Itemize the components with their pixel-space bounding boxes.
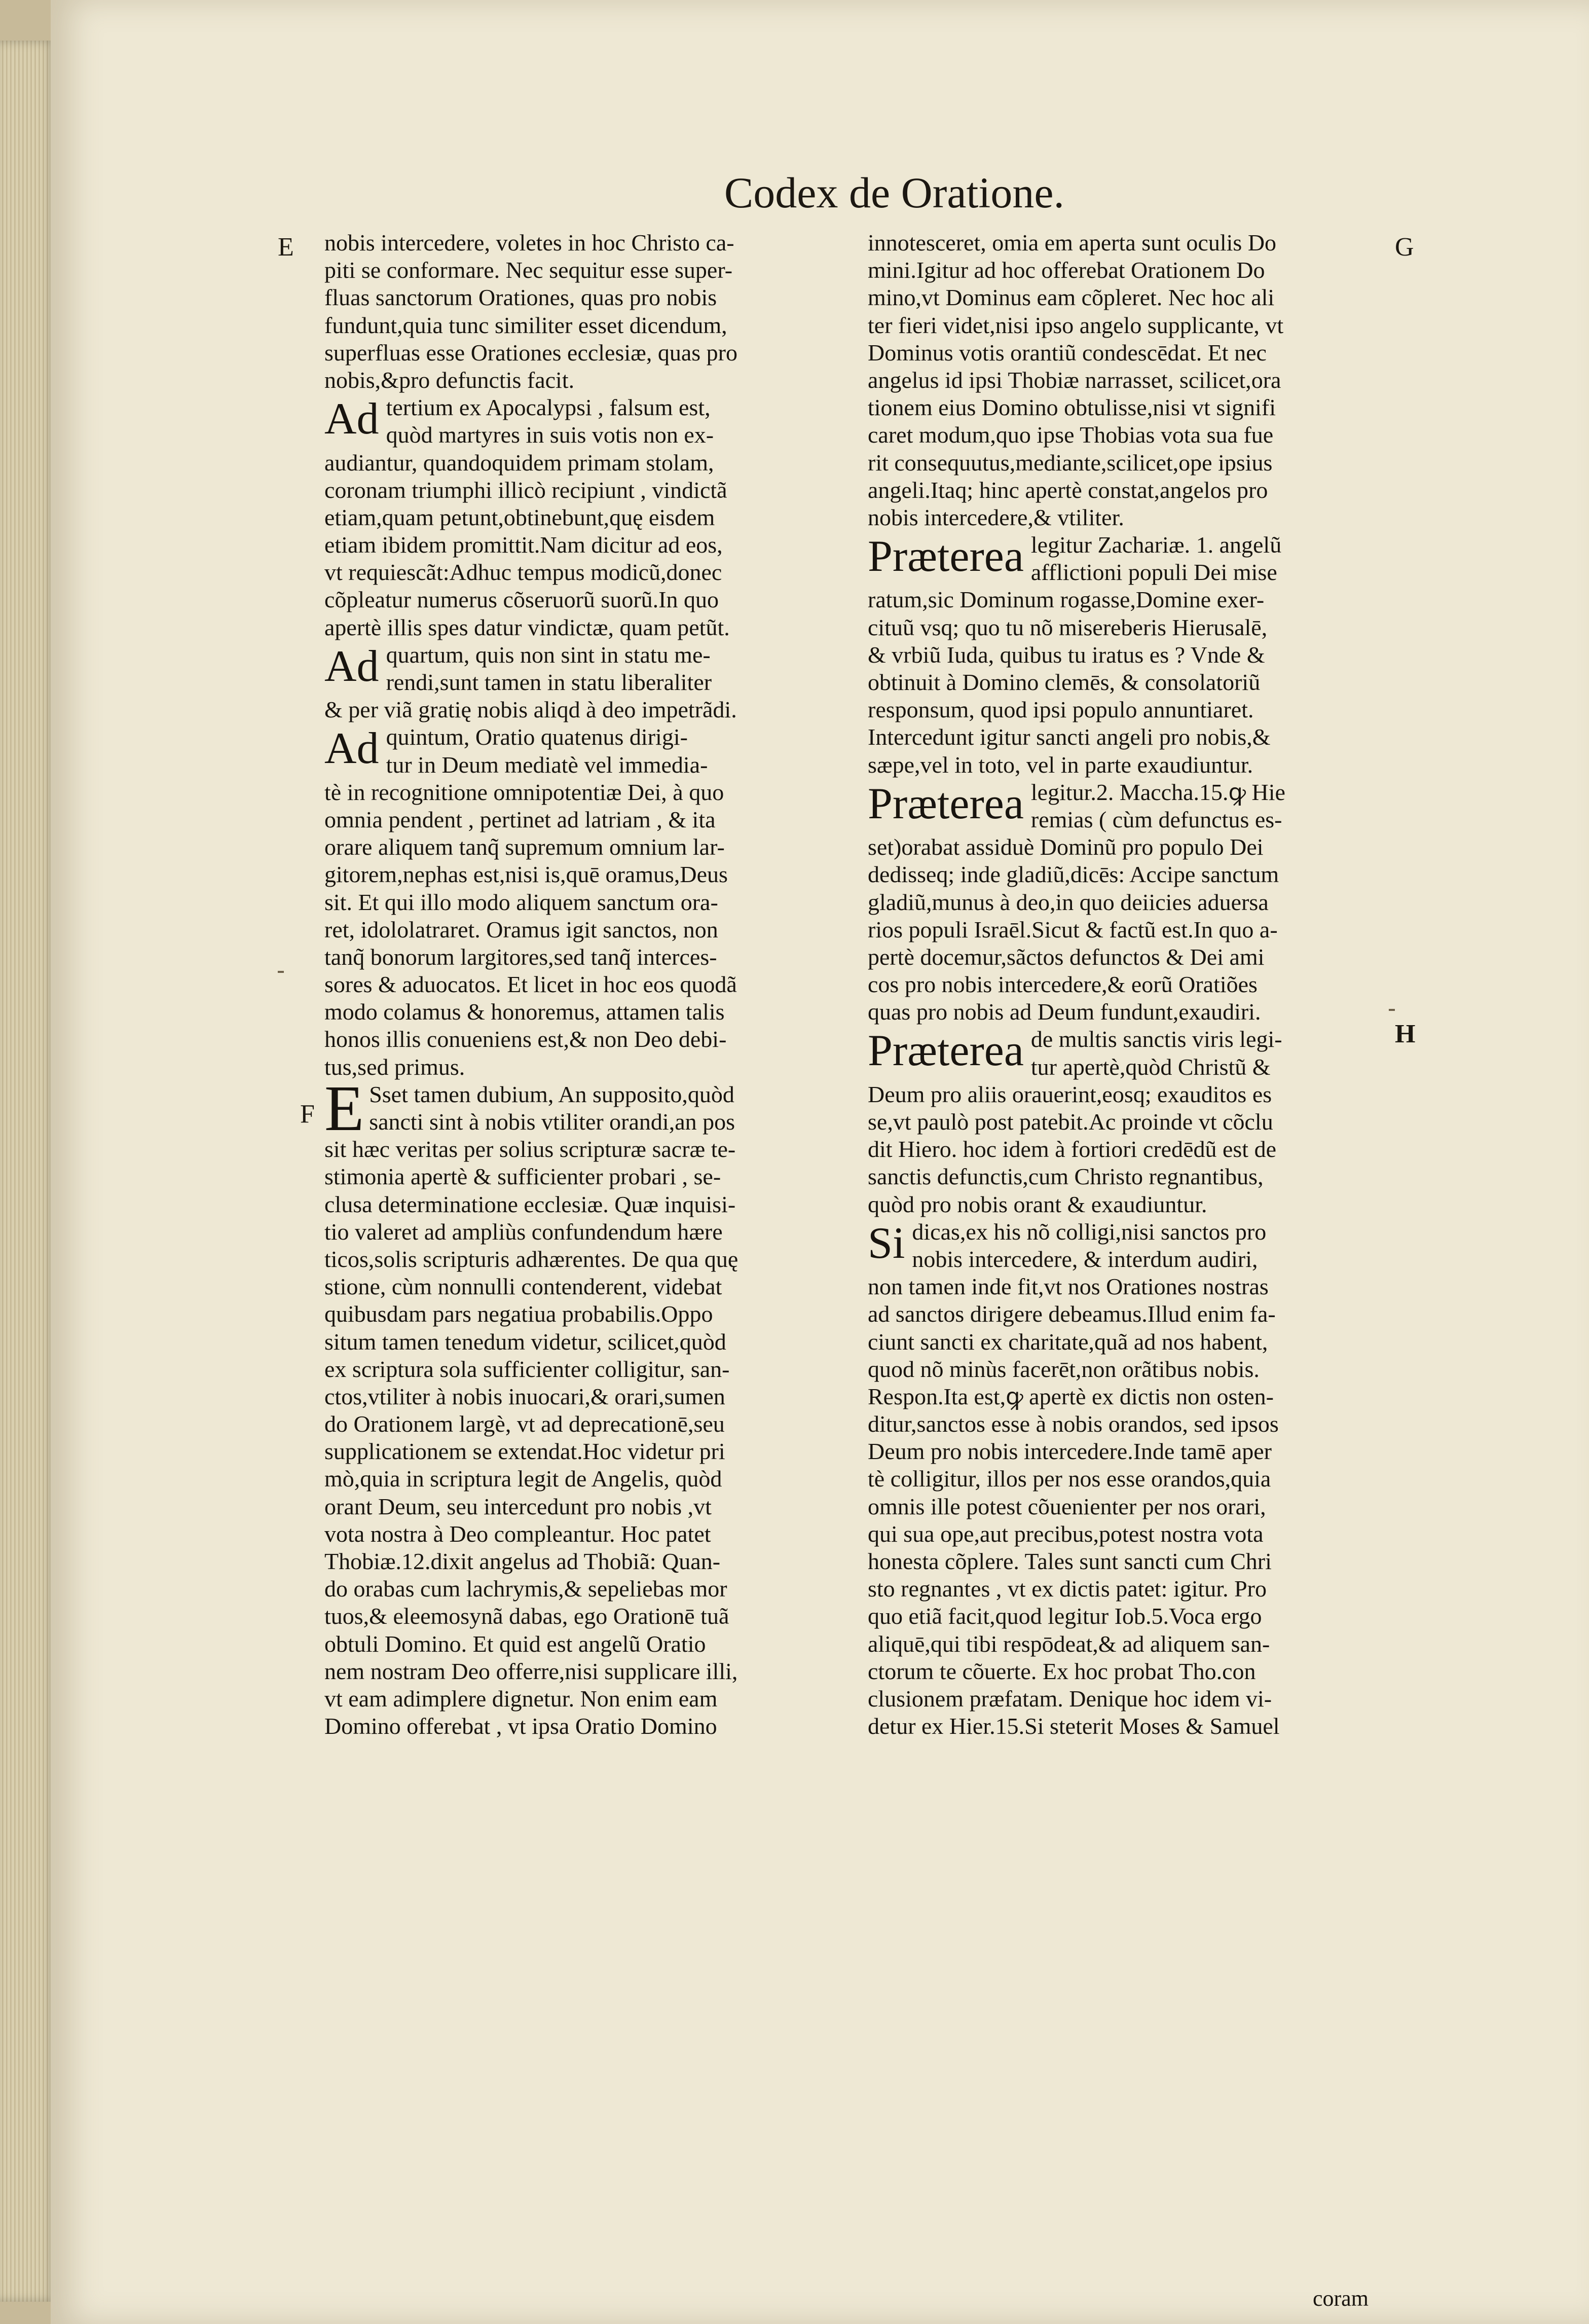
catchword: coram (1313, 2286, 1369, 2311)
text-line: non tamen inde fit,vt nos Orationes nostras (868, 1274, 1269, 1300)
text-line: vota nostra à Deo compleantur. Hoc patet (324, 1520, 711, 1547)
text-line: aliquē,qui tibi respōdeat,& ad aliquem san- (868, 1630, 1270, 1657)
text-line: set)orabat assiduè Dominũ pro populo Dei (868, 834, 1264, 860)
text-line: supplicationem se extendat.Hoc videtur pri (324, 1438, 725, 1465)
initial-word: Si (868, 1218, 905, 1268)
margin-letter-f: F (300, 1100, 315, 1129)
text-line: vt eam adimplere dignetur. Non enim eam (324, 1685, 718, 1712)
text-line: rendi,sunt tamen in statu liberaliter (386, 669, 712, 695)
text-line: quòd martyres in suis votis non ex- (386, 422, 714, 448)
margin-letter-e: E (278, 233, 294, 262)
paragraph-opening (324, 641, 836, 696)
margin-mark (278, 971, 284, 973)
text-line: legitur.2. Maccha.15.ꝙ Hie (1030, 779, 1285, 805)
text-line: honesta cõplere. Tales sunt sancti cum Chri (868, 1548, 1272, 1574)
text-line: tur in Deum mediatè vel immedia- (386, 751, 708, 778)
text-line: gladiũ,munus à deo,in quo deiicies aduersa (868, 889, 1269, 915)
text-line: legitur Zachariæ. 1. angelũ (1030, 532, 1282, 558)
text-line: coronam triumphi illicò recipiunt , vindictã (324, 477, 727, 503)
right-column (868, 229, 1380, 1740)
text-line: sit. Et qui illo modo aliquem sanctum ora- (324, 889, 718, 915)
text-line: dit Hiero. hoc idem à fortiori credēdũ est de (868, 1136, 1276, 1163)
text-line: ditur,sanctos esse à nobis orandos, sed ipsos (868, 1411, 1279, 1437)
text-line: superfluas esse Orationes ecclesiæ, quas pro (324, 339, 737, 366)
text-line: nobis intercedere, & interdum audiri, (912, 1246, 1258, 1272)
text-line: Intercedunt igitur sancti angeli pro nobis,& (868, 724, 1271, 750)
left-column (324, 229, 836, 1740)
text-line: obtinuit à Domino clemēs, & consolatoriũ (868, 669, 1261, 695)
text-line: quòd pro nobis orant & exaudiuntur. (868, 1191, 1207, 1217)
text-line: clusionem præfatam. Denique hoc idem vi- (868, 1685, 1272, 1712)
text-line: tè colligitur, illos per nos esse orandos,quia (868, 1466, 1271, 1492)
page-edges (0, 41, 56, 2302)
text-line: nem nostram Deo offerre,nisi supplicare illi, (324, 1658, 738, 1684)
drop-cap: E (324, 1072, 364, 1144)
text-line: gitorem,nephas est,nisi is,quē oramus,Deus (324, 861, 728, 888)
text-line: quod nõ minùs facerēt,non orãtibus nobis. (868, 1356, 1260, 1382)
initial-word: Præterea (868, 532, 1024, 582)
initial-word: Præterea (868, 779, 1024, 828)
text-line: se,vt paulò post patebit.Ac proinde vt cõclu (868, 1109, 1273, 1135)
text-line: modo colamus & honoremus, attamen talis (324, 999, 725, 1025)
text-line: omnis ille potest cõuenienter per nos orari, (868, 1493, 1266, 1519)
paragraph-opening (324, 394, 836, 449)
paragraph-opening (324, 1072, 836, 1144)
text-line: situm tamen tenedum videtur, scilicet,quòd (324, 1328, 726, 1355)
text-line: tio valeret ad ampliùs confundendum hære (324, 1218, 723, 1245)
text-line: responsum, quod ipsi populo annuntiaret. (868, 697, 1254, 723)
text-line: ctorum te cõuerte. Ex hoc probat Tho.con (868, 1658, 1256, 1684)
text-line: Deum pro aliis orauerint,eosq; exauditos es (868, 1081, 1272, 1107)
text-line: tur apertè,quòd Christũ & (1030, 1054, 1271, 1080)
text-line: tertium ex Apocalypsi , falsum est, (386, 394, 711, 421)
text-line: ter fieri videt,nisi ipso angelo supplicante, vt (868, 312, 1284, 338)
text-line: sores & aduocatos. Et licet in hoc eos quodã (324, 971, 737, 998)
text-line: & per viã gratię nobis aliqd à deo impetrãdi. (324, 697, 737, 723)
text-line: tuos,& eleemosynã dabas, ego Orationē tuã (324, 1603, 729, 1629)
text-line: orare aliquem tanq̃ supremum omnium lar- (324, 834, 725, 860)
text-line: sto regnantes , vt ex dictis patet: igitur. Pro (868, 1576, 1267, 1602)
text-line: quartum, quis non sint in statu me- (386, 641, 711, 668)
text-line: piti se conformare. Nec sequitur esse super- (324, 257, 733, 283)
text-line: do Orationem largè, vt ad deprecationē,seu (324, 1411, 725, 1437)
text-line: sæpe,vel in toto, vel in parte exaudiuntur. (868, 751, 1253, 778)
running-head: Codex de Oratione. (724, 168, 1064, 217)
text-line: de multis sanctis viris legi- (1030, 1026, 1282, 1052)
text-line: Sset tamen dubium, An supposito,quòd (369, 1081, 734, 1107)
initial-word: Præterea (868, 1026, 1024, 1076)
text-line: caret modum,quo ipse Thobias vota sua fue (868, 422, 1274, 448)
text-line: nobis,&pro defunctis facit. (324, 367, 575, 393)
text-line: rit consequutus,mediante,scilicet,ope ipsius (868, 449, 1273, 476)
text-line: sit hæc veritas per solius scripturæ sacræ te- (324, 1136, 736, 1163)
text-line: fundunt,quia tunc similiter esset dicendum, (324, 312, 727, 338)
text-line: ticos,solis scripturis adhærentes. De qua quę (324, 1246, 738, 1272)
initial-word: Ad (324, 724, 379, 774)
text-line: Domino offerebat , vt ipsa Oratio Domino (324, 1713, 717, 1739)
text-line: vt requiescãt:Adhuc tempus modicũ,donec (324, 559, 722, 586)
text-line: mino,vt Dominus eam cõpleret. Nec hoc ali (868, 284, 1275, 311)
text-line: Deum pro nobis intercedere.Inde tamē aper (868, 1438, 1272, 1465)
margin-letter-h: H (1395, 1020, 1416, 1048)
text-line: obtuli Domino. Et quid est angelũ Oratio (324, 1630, 706, 1657)
text-line: sanctis defunctis,cum Christo regnantibus, (868, 1164, 1264, 1190)
text-line: ad sanctos dirigere debeamus.Illud enim fa- (868, 1301, 1276, 1327)
text-line: etiam ibidem promittit.Nam dicitur ad eos, (324, 532, 723, 558)
text-line: ctos,vtiliter à nobis inuocari,& orari,sumen (324, 1383, 725, 1409)
text-line: apertè illis spes datur vindictæ, quam petũt. (324, 614, 730, 640)
text-line: afflictioni populi Dei mise (1030, 559, 1277, 586)
text-line: orant Deum, seu intercedunt pro nobis ,vt (324, 1493, 712, 1519)
text-line: clusa determinatione ecclesiæ. Quæ inquisi- (324, 1191, 736, 1217)
text-line: cituũ vsq; quo tu nõ misereberis Hierusalē, (868, 614, 1268, 640)
text-line: stione, cùm nonnulli contenderent, videbat (324, 1274, 722, 1300)
text-line: dedisseq; inde gladiũ,dicēs: Accipe sanctum (868, 861, 1279, 888)
paragraph-opening (324, 723, 836, 778)
text-line: quibusdam pars negatiua probabilis.Oppo (324, 1301, 713, 1327)
text-line: qui sua ope,aut precibus,potest nostra vota (868, 1520, 1264, 1547)
text-line: & vrbiũ Iuda, quibus tu iratus es ? Vnde & (868, 641, 1265, 668)
text-line: tanq̃ bonorum largitores,sed tanq̃ interces- (324, 943, 717, 970)
text-line: Thobiæ.12.dixit angelus ad Thobiã: Quan- (324, 1548, 721, 1574)
text-line: cõpleatur numerus cõseruorũ suorũ.In quo (324, 587, 719, 613)
text-line: Respon.Ita est,ꝙ apertè ex dictis non osten- (868, 1383, 1274, 1409)
text-line: quo etiã facit,quod legitur Iob.5.Voca ergo (868, 1603, 1262, 1629)
text-line: mò,quia in scriptura legit de Angelis, quòd (324, 1466, 722, 1492)
paragraph-opening (868, 1026, 1380, 1080)
paragraph-opening (868, 531, 1380, 586)
text-line: tus,sed primus. (324, 1054, 465, 1080)
paragraph-opening (868, 1218, 1380, 1273)
text-line: pertè docemur,sãctos defunctos & Dei ami (868, 943, 1265, 970)
text-line: honos illis conueniens est,& non Deo debi- (324, 1026, 727, 1052)
text-line: etiam,quam petunt,obtinebunt,quę eisdem (324, 504, 715, 530)
text-line: audiantur, quandoquidem primam stolam, (324, 449, 714, 476)
text-line: quas pro nobis ad Deum fundunt,exaudiri. (868, 999, 1261, 1025)
text-line: cos pro nobis intercedere,& eorũ Oratiões (868, 971, 1258, 998)
initial-word: Ad (324, 394, 379, 444)
text-line: quintum, Oratio quatenus dirigi- (386, 724, 688, 750)
text-line: rios populi Israēl.Sicut & factũ est.In quo a- (868, 916, 1278, 942)
text-line: innotesceret, omia em aperta sunt oculis Do (868, 230, 1277, 256)
margin-letter-g: G (1395, 233, 1414, 262)
text-line: ret, idololatraret. Oramus igit sanctos, non (324, 916, 718, 942)
text-line: omnia pendent , pertinet ad latriam , & ita (324, 806, 716, 832)
text-line: do orabas cum lachrymis,& sepeliebas mor (324, 1576, 727, 1602)
text-line: ciunt sancti ex charitate,quã ad nos habent, (868, 1328, 1268, 1355)
text-line: angeli.Itaq; hinc apertè constat,angelos pro (868, 477, 1268, 503)
initial-word: Ad (324, 641, 379, 691)
text-line: dicas,ex his nõ colligi,nisi sanctos pro (912, 1218, 1267, 1245)
text-line: remias ( cùm defunctus es- (1030, 806, 1282, 832)
text-line: stimonia apertè & sufficienter probari , se- (324, 1164, 721, 1190)
text-line: angelus id ipsi Thobiæ narrasset, scilicet,ora (868, 367, 1281, 393)
text-line: nobis intercedere,& vtiliter. (868, 504, 1124, 530)
margin-mark (1389, 1009, 1395, 1011)
text-line: tionem eius Domino obtulisse,nisi vt signifi (868, 394, 1276, 421)
text-line: ratum,sic Dominum rogasse,Domine exer- (868, 587, 1265, 613)
text-line: nobis intercedere, voletes in hoc Christo ca- (324, 230, 734, 256)
text-line: fluas sanctorum Orationes, quas pro nobis (324, 284, 717, 311)
paragraph-opening (868, 779, 1380, 833)
text-line: sancti sint à nobis vtiliter orandi,an pos (369, 1109, 735, 1135)
text-line: mini.Igitur ad hoc offerebat Orationem Do (868, 257, 1265, 283)
text-line: tè in recognitione omnipotentiæ Dei, à quo (324, 779, 724, 805)
text-line: ex scriptura sola sufficienter colligitur, san- (324, 1356, 730, 1382)
text-line: Dominus votis orantiũ condescēdat. Et nec (868, 339, 1267, 366)
text-line: detur ex Hier.15.Si steterit Moses & Samuel (868, 1713, 1280, 1739)
